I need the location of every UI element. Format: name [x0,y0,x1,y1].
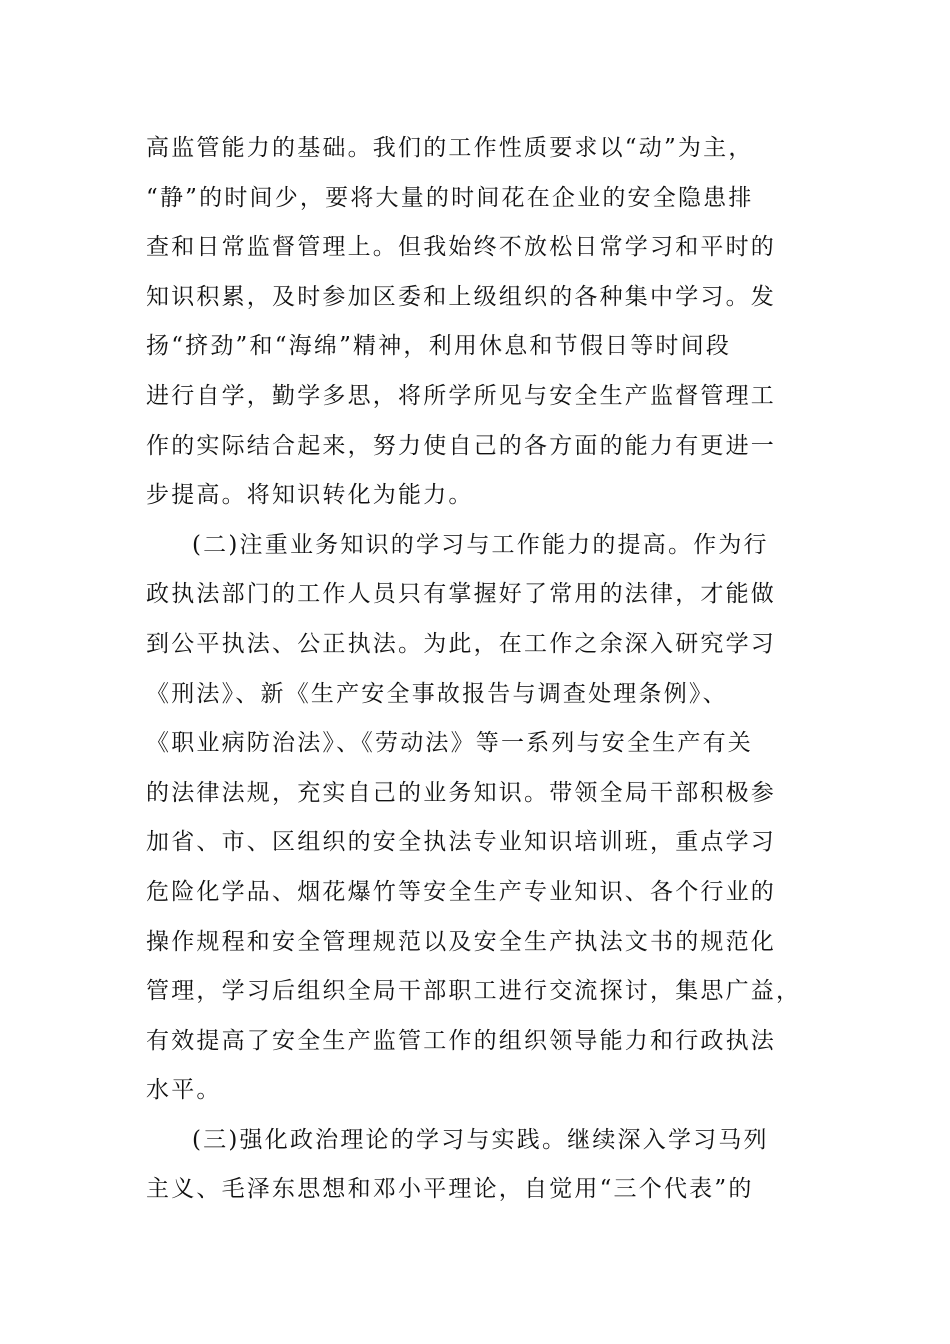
text-line: 政执法部门的工作人员只有掌握好了常用的法律，才能做 [146,581,776,608]
text-line: 主义、毛泽东思想和邓小平理论，自觉用“三个代表”的 [146,1176,754,1203]
text-line: 高监管能力的基础。我们的工作性质要求以“动”为主， [146,135,754,161]
text-line: 到公平执法、公正执法。为此，在工作之余深入研究学习 [146,630,776,657]
text-line: 有效提高了安全生产监管工作的组织领导能力和行政执法 [146,1027,776,1054]
text-line: 《刑法》、新《生产安全事故报告与调查处理条例》、 [146,680,728,707]
text-line: 查和日常监督管理上。但我始终不放松日常学习和平时的 [146,234,776,261]
text-line: 管理，学习后组织全局干部职工进行交流探讨，集思广益， [146,978,802,1005]
text-line: 操作规程和安全管理规范以及安全生产执法文书的规范化 [146,928,776,955]
text-line: 的法律法规，充实自己的业务知识。带领全局干部积极参 [146,779,776,806]
text-line: 步提高。将知识转化为能力。 [146,482,474,509]
text-line: 《职业病防治法》、《劳动法》等一系列与安全生产有关 [146,730,753,757]
text-line: 作的实际结合起来，努力使自己的各方面的能力有更进一 [146,432,776,459]
text-line: 危险化学品、烟花爆竹等安全生产专业知识、各个行业的 [146,878,776,905]
text-line: 加省、市、区组织的安全执法专业知识培训班，重点学习 [146,829,776,856]
paragraph-first-line: (三)强化政治理论的学习与实践。继续深入学习马列 [192,1126,769,1153]
paragraph-first-line: (二)注重业务知识的学习与工作能力的提高。作为行 [192,531,769,558]
text-line: 扬“挤劲”和“海绵”精神，利用休息和节假日等时间段 [146,333,732,360]
text-line: 知识积累，及时参加区委和上级组织的各种集中学习。发 [146,283,776,310]
document-body [146,124,810,1215]
text-line: 进行自学，勤学多思，将所学所见与安全生产监督管理工 [146,382,776,409]
text-line: “静”的时间少，要将大量的时间花在企业的安全隐患排 [146,184,754,211]
text-line: 水平。 [146,1077,222,1104]
